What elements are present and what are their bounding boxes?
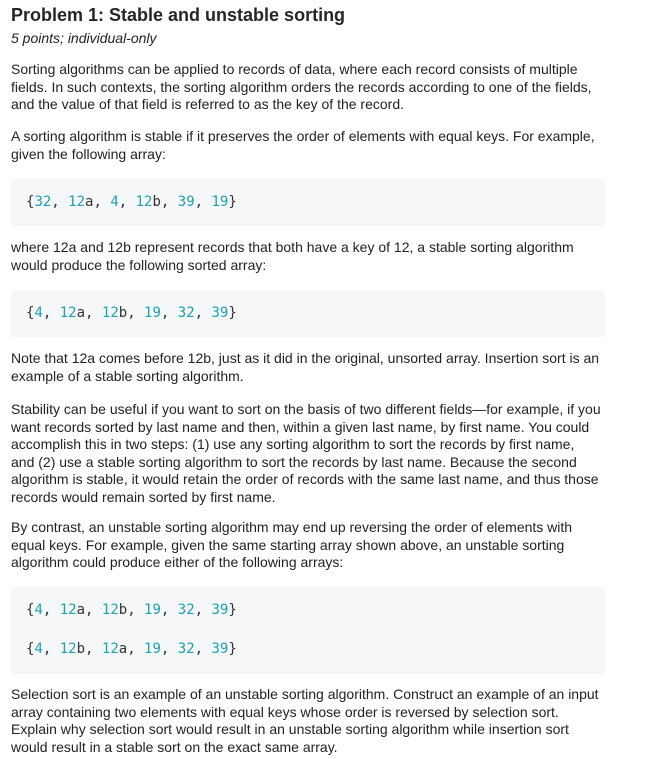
array-element: 32 — [34, 194, 52, 210]
array-element: 12b — [59, 641, 86, 657]
array-unstable-option-2: {4, 12b, 12a, 19, 32, 39} — [26, 641, 237, 657]
array-element: 4 — [34, 305, 43, 321]
array-stable-sorted: {4, 12a, 12b, 19, 32, 39} — [26, 305, 237, 321]
array-element: 12a — [59, 602, 86, 618]
paragraph-task: Selection sort is an example of an unstable sorting algorithm. Construct an example of an input array containing two elements with equal keys whose order is reversed by selection sort. Explain why selection sort would result in an unstable sorting algorithm while insertion sort would result in a stable sort on the exact same array. — [11, 686, 599, 755]
array-element: 19 — [144, 305, 161, 321]
array-element: 19 — [144, 641, 161, 657]
paragraph-unstable-definition: By contrast, an unstable sorting algorithm may end up reversing the order of elements with equal keys. For example, given the same starting array shown above, an unstable sorting algorithm could produce either of the following arrays: — [11, 519, 573, 570]
array-element: 39 — [211, 641, 229, 657]
code-block-unstable-options — [11, 587, 605, 674]
array-element: 12a — [59, 305, 86, 321]
array-element: 4 — [110, 194, 119, 210]
array-element: 39 — [211, 305, 229, 321]
array-element: 19 — [211, 194, 229, 210]
array-element: 12b — [101, 602, 128, 618]
code-block-original-array — [11, 179, 605, 226]
array-element: 12a — [101, 641, 128, 657]
points-subtitle: 5 points; individual-only — [11, 30, 157, 46]
array-element: 32 — [177, 641, 195, 657]
paragraph-insertion-stable: Note that 12a comes before 12b, just as it did in the original, unsorted array. Insertion sort is an example of a stable sorting algorithm. — [11, 350, 600, 384]
array-element: 32 — [177, 305, 195, 321]
problem-title: Problem 1: Stable and unstable sorting — [11, 5, 346, 25]
paragraph-stable-result: where 12a and 12b represent records that both have a key of 12, a stable sorting algorithm would produce the following sorted array: — [11, 239, 574, 273]
array-element: 4 — [34, 602, 43, 618]
array-element: 39 — [211, 602, 229, 618]
array-original: {32, 12a, 4, 12b, 39, 19} — [26, 194, 237, 210]
array-element: 32 — [177, 602, 195, 618]
array-element: 19 — [144, 602, 161, 618]
array-element: 12b — [135, 194, 161, 210]
array-element: 12a — [68, 194, 94, 210]
code-block-stable-sorted — [11, 290, 605, 337]
paragraph-stable-definition: A sorting algorithm is stable if it preserves the order of elements with equal keys. For example, given the following array: — [11, 128, 595, 162]
paragraph-stability-use: Stability can be useful if you want to sort on the basis of two different fields—for example, if you want records sorted by last name and then, within a given last name, by first name. You could accomplish this in two steps: (1) use any sorting algorithm to sort the records by first name, and (2) use a stable sorting algorithm to sort the records by last name. Because the second algorithm is stable, it would retain the order of records with the same last name, and thus those records would remain sorted by first name. — [11, 401, 601, 505]
array-element: 4 — [34, 641, 43, 657]
paragraph-intro: Sorting algorithms can be applied to records of data, where each record consists of multiple fields. In such contexts, the sorting algorithm orders the records according to one of the fields, and the value of that field is referred to as the key of the record. — [11, 61, 592, 112]
array-unstable-option-1: {4, 12a, 12b, 19, 32, 39} — [26, 602, 237, 618]
array-element: 12b — [101, 305, 128, 321]
array-element: 39 — [177, 194, 195, 210]
